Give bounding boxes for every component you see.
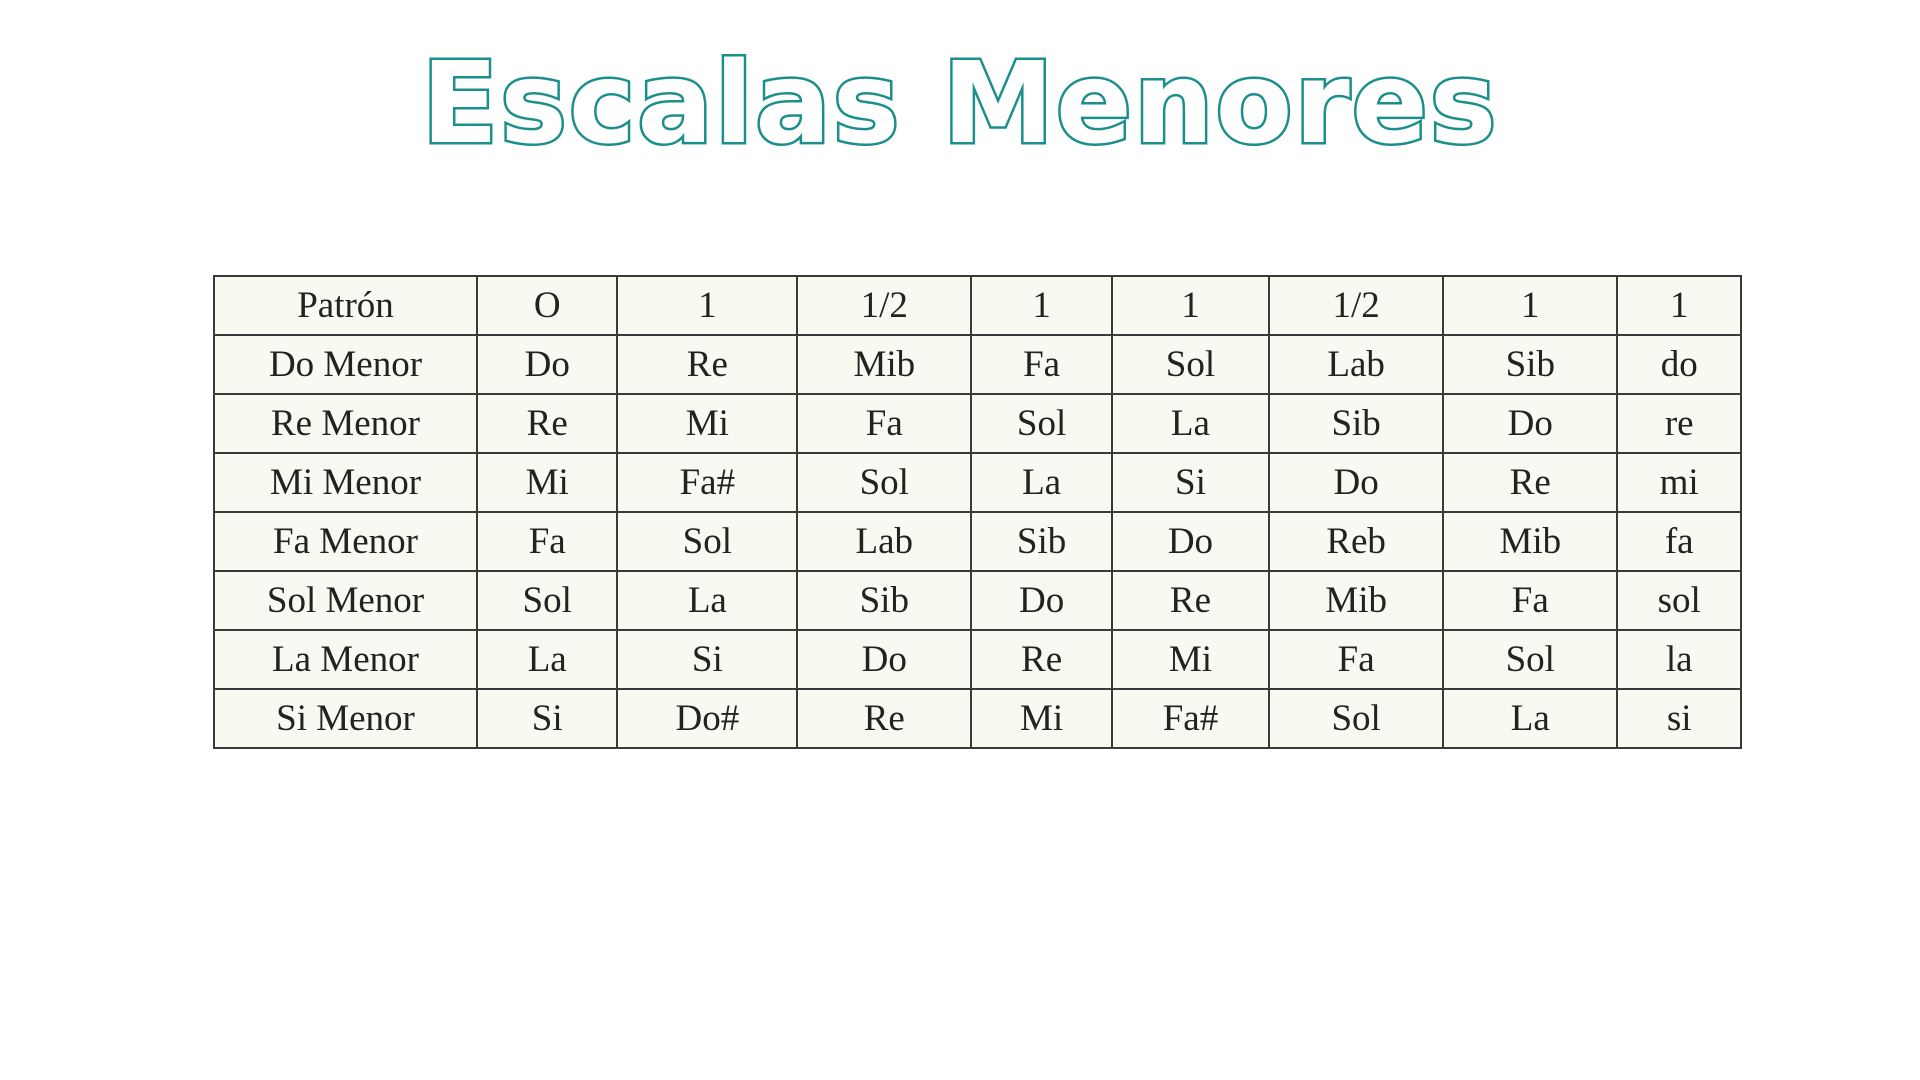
note-cell: Sol — [797, 453, 971, 512]
interval-cell: 1 — [971, 276, 1111, 335]
note-cell: Do — [1112, 512, 1269, 571]
note-cell: Mi — [971, 689, 1111, 748]
note-cell: Fa — [1443, 571, 1617, 630]
note-cell: mi — [1617, 453, 1741, 512]
note-cell: La — [477, 630, 617, 689]
note-cell: Re — [617, 335, 797, 394]
note-cell: Fa — [1269, 630, 1443, 689]
table-row — [214, 394, 1741, 453]
note-cell: Do — [971, 571, 1111, 630]
scale-name-cell: Re Menor — [214, 394, 477, 453]
note-cell: Mib — [1269, 571, 1443, 630]
note-cell: Si — [1112, 453, 1269, 512]
note-cell: Sib — [797, 571, 971, 630]
note-cell: Sol — [477, 571, 617, 630]
note-cell: Do — [477, 335, 617, 394]
note-cell: Re — [477, 394, 617, 453]
interval-cell: 1/2 — [797, 276, 971, 335]
page-title: Escalas Menores — [421, 39, 1499, 169]
note-cell: si — [1617, 689, 1741, 748]
note-cell: Do — [1443, 394, 1617, 453]
note-cell: Sol — [1269, 689, 1443, 748]
note-cell: la — [1617, 630, 1741, 689]
note-cell: Si — [617, 630, 797, 689]
note-cell: Fa — [797, 394, 971, 453]
interval-cell: 1 — [617, 276, 797, 335]
note-cell: La — [1112, 394, 1269, 453]
header-row — [214, 276, 1741, 335]
interval-cell: 1 — [1112, 276, 1269, 335]
note-cell: sol — [1617, 571, 1741, 630]
note-cell: La — [617, 571, 797, 630]
pattern-label-cell: Patrón — [214, 276, 477, 335]
note-cell: Fa — [477, 512, 617, 571]
note-cell: Sol — [617, 512, 797, 571]
note-cell: fa — [1617, 512, 1741, 571]
note-cell: Re — [1112, 571, 1269, 630]
note-cell: do — [1617, 335, 1741, 394]
scale-name-cell: Fa Menor — [214, 512, 477, 571]
note-cell: Mib — [1443, 512, 1617, 571]
interval-cell: O — [477, 276, 617, 335]
note-cell: Do# — [617, 689, 797, 748]
note-cell: Sib — [1269, 394, 1443, 453]
note-cell: Sol — [971, 394, 1111, 453]
minor-scales-table — [213, 275, 1742, 749]
note-cell: Reb — [1269, 512, 1443, 571]
note-cell: Re — [797, 689, 971, 748]
note-cell: Fa# — [617, 453, 797, 512]
note-cell: Fa# — [1112, 689, 1269, 748]
note-cell: Mi — [617, 394, 797, 453]
note-cell: Sol — [1112, 335, 1269, 394]
note-cell: Si — [477, 689, 617, 748]
note-cell: Sib — [971, 512, 1111, 571]
table-body — [214, 276, 1741, 748]
table-row — [214, 453, 1741, 512]
scale-name-cell: La Menor — [214, 630, 477, 689]
table-row — [214, 335, 1741, 394]
note-cell: re — [1617, 394, 1741, 453]
interval-cell: 1/2 — [1269, 276, 1443, 335]
scale-name-cell: Sol Menor — [214, 571, 477, 630]
note-cell: Mib — [797, 335, 971, 394]
table-row — [214, 689, 1741, 748]
note-cell: Sol — [1443, 630, 1617, 689]
note-cell: La — [971, 453, 1111, 512]
note-cell: Mi — [1112, 630, 1269, 689]
note-cell: Fa — [971, 335, 1111, 394]
note-cell: La — [1443, 689, 1617, 748]
interval-cell: 1 — [1617, 276, 1741, 335]
scale-name-cell: Si Menor — [214, 689, 477, 748]
table-row — [214, 571, 1741, 630]
scale-name-cell: Mi Menor — [214, 453, 477, 512]
note-cell: Re — [1443, 453, 1617, 512]
table-row — [214, 512, 1741, 571]
note-cell: Mi — [477, 453, 617, 512]
note-cell: Sib — [1443, 335, 1617, 394]
note-cell: Do — [797, 630, 971, 689]
table-row — [214, 630, 1741, 689]
scale-name-cell: Do Menor — [214, 335, 477, 394]
note-cell: Do — [1269, 453, 1443, 512]
note-cell: Re — [971, 630, 1111, 689]
interval-cell: 1 — [1443, 276, 1617, 335]
note-cell: Lab — [1269, 335, 1443, 394]
note-cell: Lab — [797, 512, 971, 571]
